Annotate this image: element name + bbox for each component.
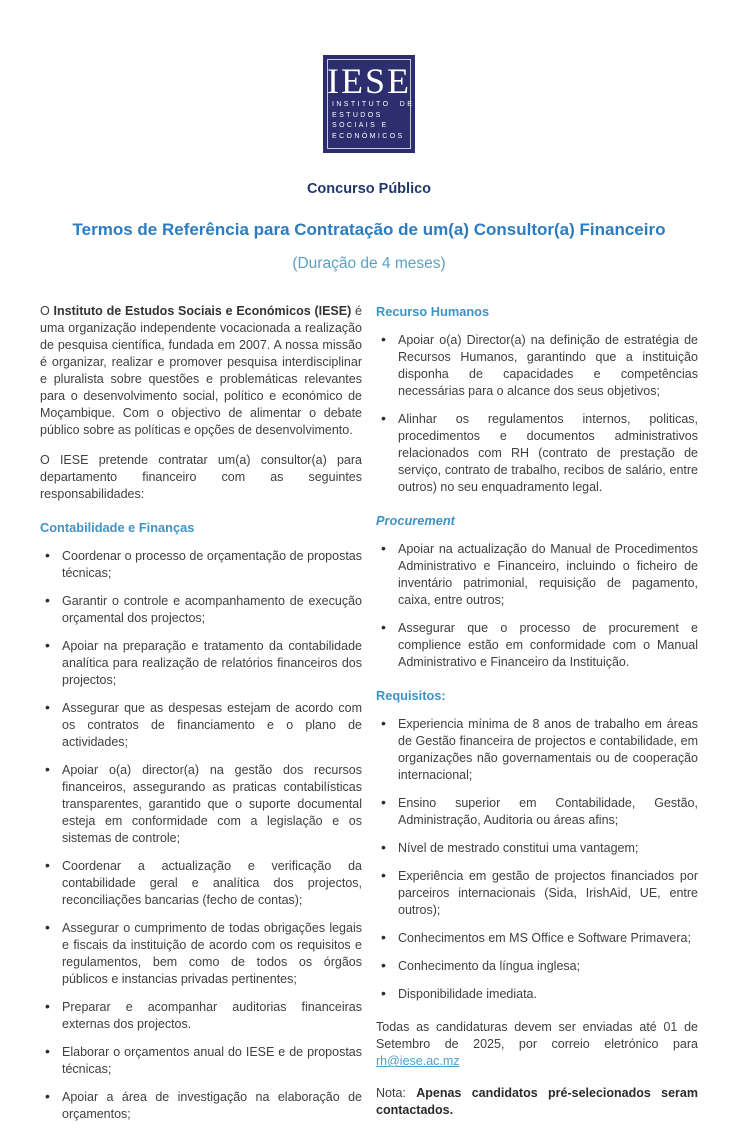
bullet-item: • Disponibilidade imediata. [398,986,698,1003]
bullet-item: • Elaborar o orçamentos anual do IESE e de propostas técnicas; [62,1044,362,1078]
bullet-item: • Coordenar a actualização e verificação da contabilidade geral e analítica dos projectos, reconciliações bancarias (fecho de contas); [62,858,362,909]
section-heading-requisitos: Requisitos: [376,688,446,703]
page-title: Termos de Referência para Contratação de um(a) Consultor(a) Financeiro [72,220,666,239]
closing-text: Todas as candidaturas devem ser enviadas até 01 de Setembro de 2025, por correio eletrónico para [376,1020,698,1051]
intro-rest: é uma organização independente vocacionada a realização de pesquisa científica, fundada em 2007. A nossa missão é organizar, realizar e promover pesquisa interdisciplinar e pluralista sobre questões e problemáticas relevantes para o desenvolvimento social, político e económico de Moçambique. Com o objectivo de alimentar o debate público sobre as políticas e opções de desenvolvimento. [40,304,362,437]
two-column-body [40,303,698,1134]
note-paragraph [376,1085,698,1119]
intro-prefix: O [40,304,54,318]
bullet-item: • Conhecimentos em MS Office e Software Primavera; [398,930,698,947]
section-heading-recursos-humanos: Recurso Humanos [376,304,490,319]
left-column [40,303,362,1134]
logo-subline-instituto-de: INSTITUTO DE [332,101,415,108]
kicker-heading: Concurso Público [306,181,432,197]
bullet-item: • Apoiar o(a) director(a) na gestão dos recursos financeiros, assegurando as praticas contabilísticas transparentes, garantido que o suporte documental esteja em conformidade com a legislação e os sistemas de controle; [62,762,362,847]
intent-paragraph: O IESE pretende contratar um(a) consultor(a) para departamento financeiro com as seguintes responsabilidades: [40,453,362,501]
bullet-item: • Apoiar a área de investigação na elaboração de orçamentos; [62,1089,362,1123]
bullet-item: • Assegurar o cumprimento de todas obrigações legais e fiscais da instituição de acordo com os requisitos e regulamentos, bem como de todos os órgãos públicos e instancias privadas pertinentes; [62,920,362,988]
bullet-item: • Assegurar que o processo de procurement e complience estão em conformidade com o Manual Administrativo e Financeiro da Instituição. [398,620,698,671]
closing-paragraph [376,1019,698,1070]
section-heading-procurement: Procurement [376,513,455,528]
procurement-bullet-list [376,541,698,671]
note-bold-text: Apenas candidatos pré-selecionados seram contactados. [376,1086,698,1117]
bullet-item: • Preparar e acompanhar auditorias financeiras externas dos projectos. [62,999,362,1033]
email-link[interactable]: rh@iese.ac.mz [376,1054,460,1068]
bullet-item: • Nível de mestrado constitui uma vantagem; [398,840,698,857]
bullet-item: • Coordenar o processo de orçamentação de propostas técnicas; [62,548,362,582]
bullet-item: • Apoiar na preparação e tratamento da contabilidade analítica para realização de relatórios financeiros dos projectos; [62,638,362,689]
logo-subline-economicos: ECONÓMICOS [332,132,405,140]
contabilidade-bullet-list [40,548,362,1123]
bullet-item: • Assegurar que as despesas estejam de acordo com os contratos de financiamento e o plano de actividades; [62,700,362,751]
logo-acronym-text: IESE [327,61,411,101]
iese-logo [323,55,415,153]
bullet-item: • Apoiar na actualização do Manual de Procedimentos Administrativo e Financeiro, incluindo o ficheiro de inventário patrimonial, requisição de pagamento, caixa, entre outros; [398,541,698,609]
page-subtitle: (Duração de 4 meses) [292,255,446,272]
document-page [0,55,736,1121]
note-label: Nota: [376,1086,417,1100]
bullet-item: • Experiência em gestão de projectos financiados por parceiros internacionais (Sida, IrishAid, UE, entre outros); [398,868,698,919]
logo-subline-estudos: ESTUDOS [332,111,383,119]
bullet-item: • Alinhar os regulamentos internos, politicas, procedimentos e documentos administrativos relacionados com RH (contrato de prestação de serviço, contrato de trabalho, recibos de salário, entre outros) no seu enquadramento legal. [398,411,698,496]
bullet-item: • Ensino superior em Contabilidade, Gestão, Administração, Auditoria ou áreas afins; [398,795,698,829]
logo-subline-sociais-e: SOCIAIS E [332,122,389,129]
bullet-item: • Experiencia mínima de 8 anos de trabalho em áreas de Gestão financeira de projectos e contabilidade, em organizações não governamentais ou de cooperação internacional; [398,716,698,784]
bullet-item: • Conhecimento da língua inglesa; [398,958,698,975]
requisitos-bullet-list [376,716,698,1003]
bullet-item: • Apoiar o(a) Director(a) na definição de estratégia de Recursos Humanos, garantindo que a instituição disponha de capacidades e competências necessárias para o alcance dos seus objetivos; [398,332,698,400]
right-column [376,303,698,1134]
intro-bold-org-name: Instituto de Estudos Sociais e Económicos (IESE) [53,304,352,318]
intro-paragraph [40,303,362,439]
section-heading-contabilidade-financas: Contabilidade e Finanças [40,520,195,535]
bullet-item: • Garantir o controle e acompanhamento de execução orçamental dos projectos; [62,593,362,627]
recursos-humanos-bullet-list [376,332,698,496]
